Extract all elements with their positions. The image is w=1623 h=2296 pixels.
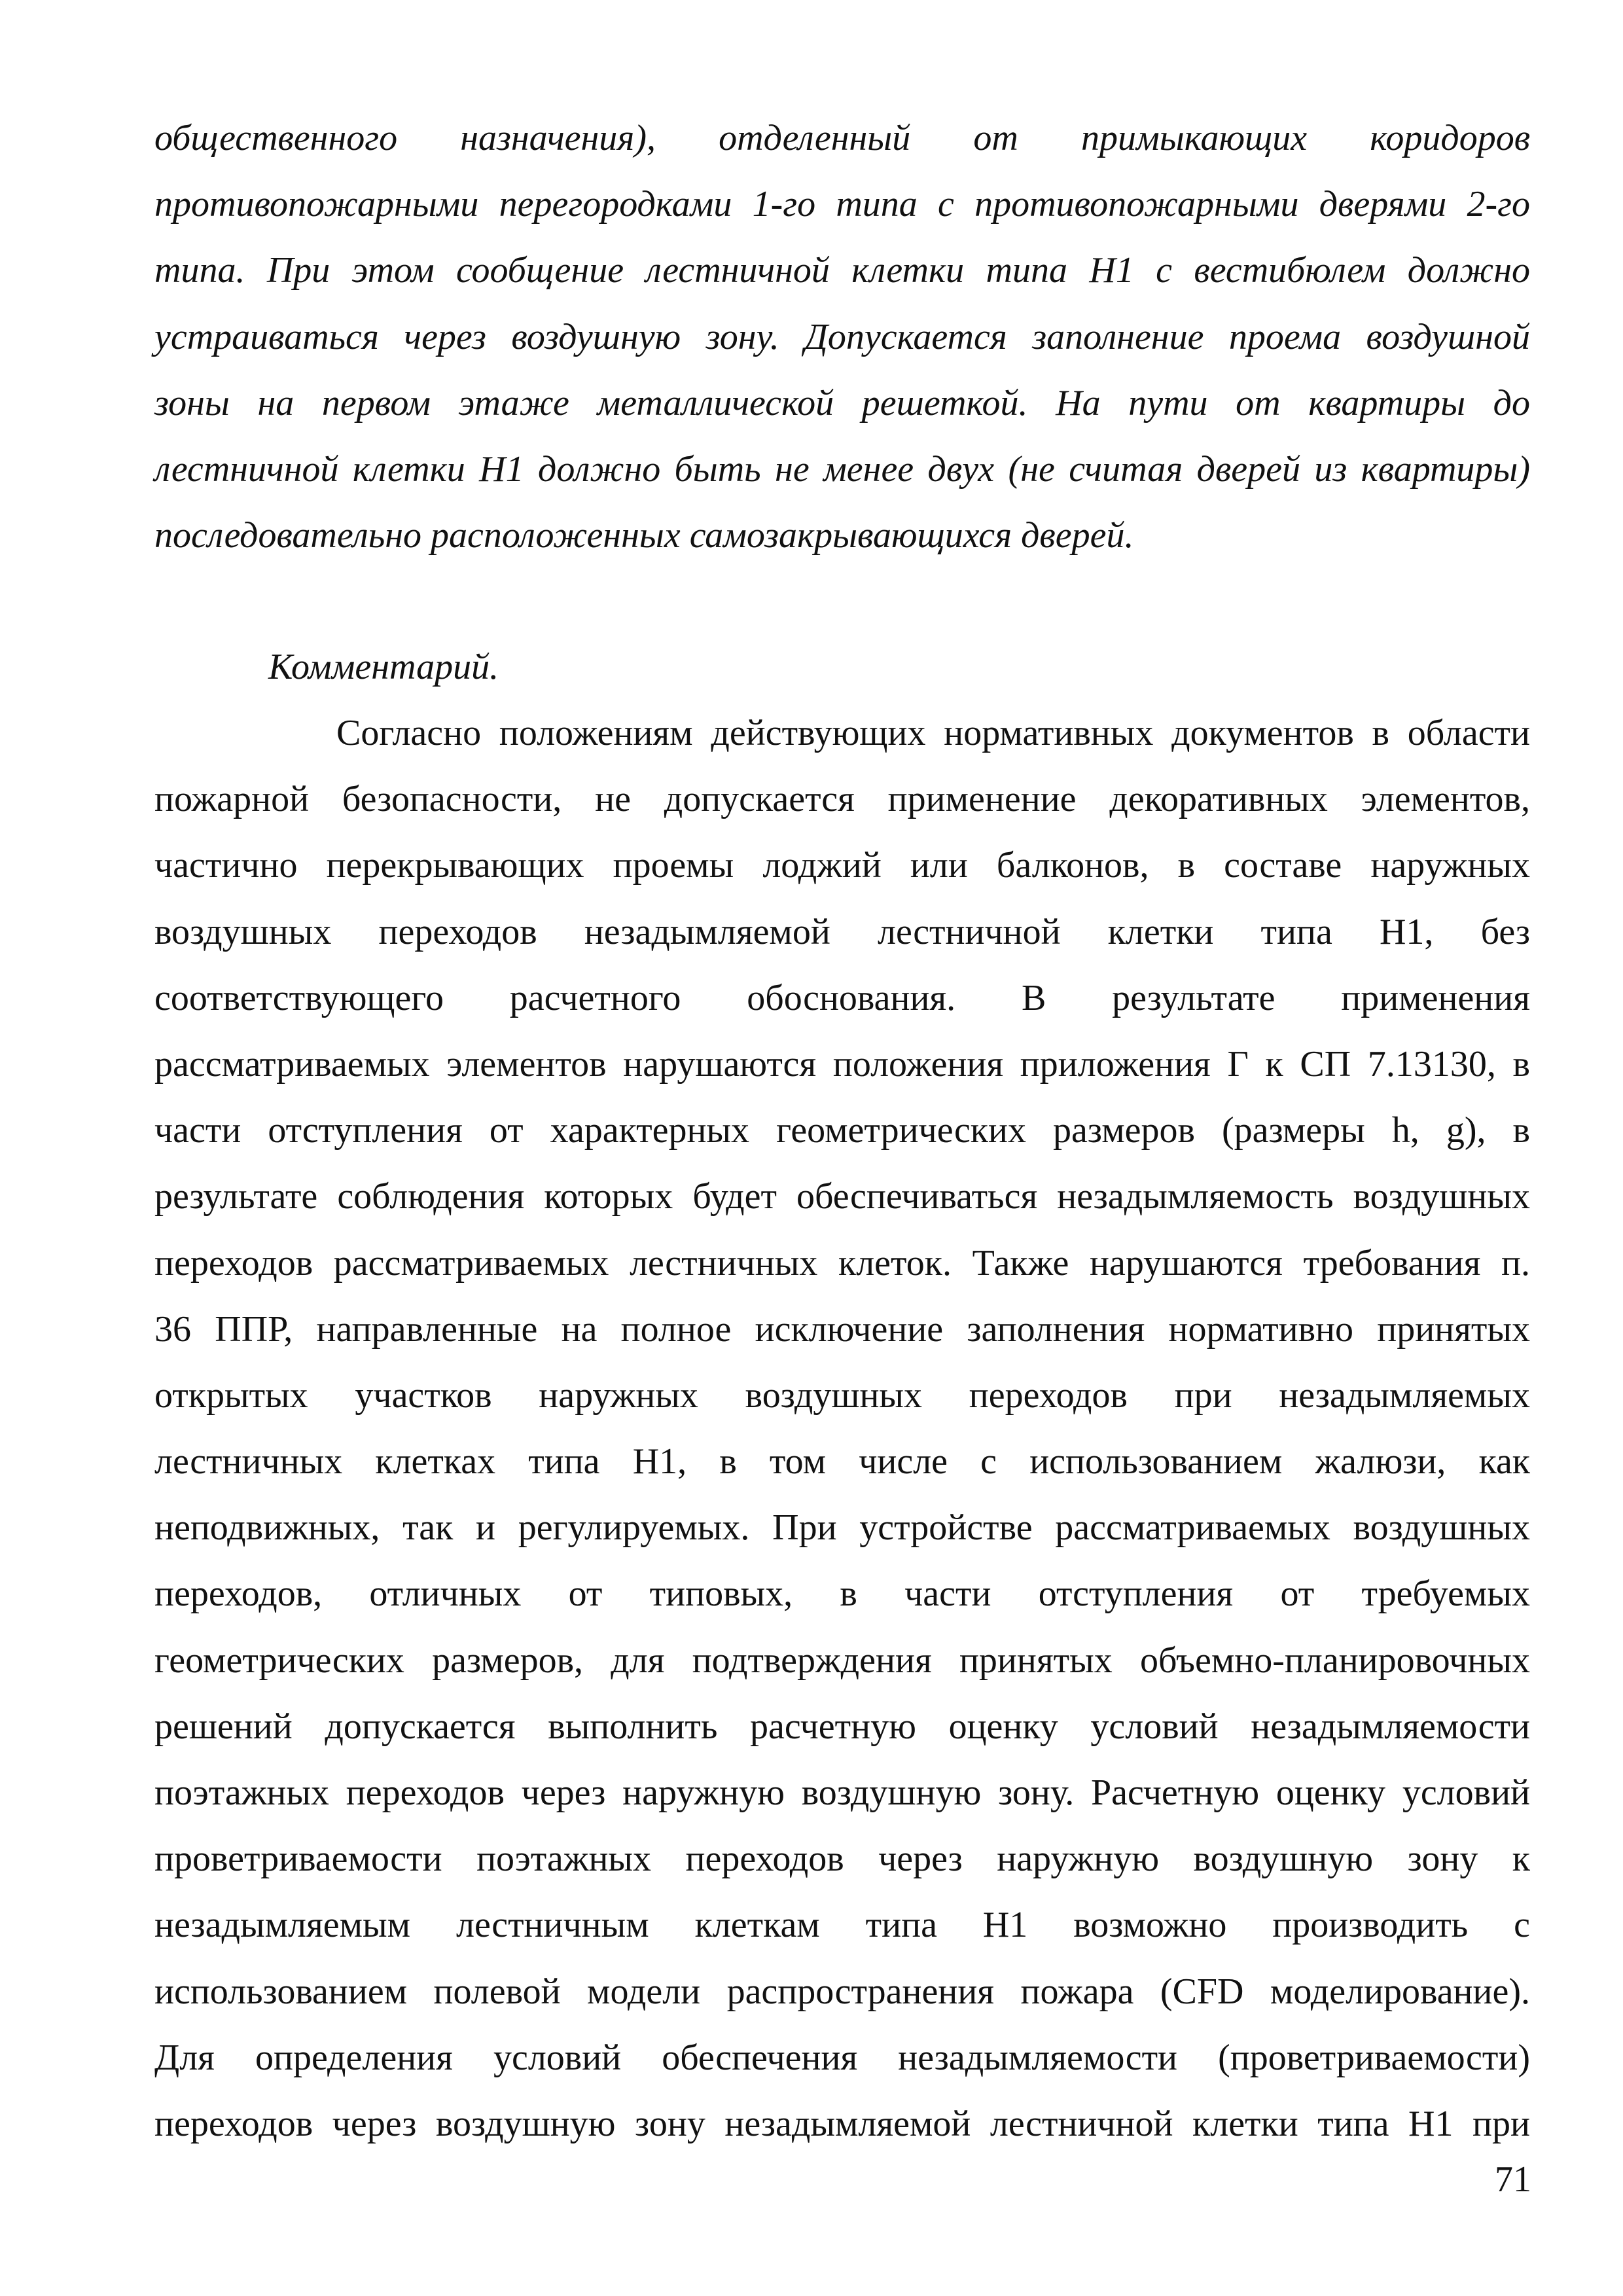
quote-line: зоны на первом этаже металлической решеткой. На пути от квартиры до <box>154 382 1530 423</box>
comment-line: незадымляемым лестничным клеткам типа Н1 возможно производить с <box>154 1905 1530 1946</box>
comment-line: частично перекрывающих проемы лоджий или балконов, в составе наружных <box>154 845 1530 886</box>
page-number: 71 <box>1495 2159 1531 2200</box>
quoted-norm-text <box>154 105 1530 569</box>
comment-line: Для определения условий обеспечения незадымляемости (проветриваемости) <box>154 2037 1530 2078</box>
comment-line: 36 ППР, направленные на полное исключение заполнения нормативно принятых <box>154 1308 1530 1350</box>
comment-line: использованием полевой модели распространения пожара (CFD моделирование). <box>154 1971 1530 2012</box>
comment-line: геометрических размеров, для подтверждения принятых объемно-планировочных <box>154 1640 1530 1681</box>
quote-line: общественного назначения), отделенный от примыкающих коридоров <box>154 118 1530 158</box>
comment-heading: Комментарий. <box>268 647 499 687</box>
comment-line: открытых участков наружных воздушных переходов при незадымляемых <box>154 1374 1530 1416</box>
comment-line: пожарной безопасности, не допускается применение декоративных элементов, <box>154 779 1530 820</box>
comment-line: части отступления от характерных геометрических размеров (размеры h, g), в <box>154 1110 1530 1151</box>
comment-line: Согласно положениям действующих нормативных документов в области <box>154 713 1530 753</box>
comment-body <box>154 700 1530 2157</box>
comment-line: переходов через воздушную зону незадымляемой лестничной клетки типа Н1 при <box>154 2103 1530 2144</box>
comment-line: результате соблюдения которых будет обеспечиваться незадымляемость воздушных <box>154 1176 1530 1217</box>
comment-line: поэтажных переходов через наружную воздушную зону. Расчетную оценку условий <box>154 1772 1530 1813</box>
comment-line: решений допускается выполнить расчетную оценку условий незадымляемости <box>154 1706 1530 1747</box>
quote-line: устраиваться через воздушную зону. Допускается заполнение проема воздушной <box>154 316 1530 357</box>
comment-line: переходов рассматриваемых лестничных клеток. Также нарушаются требования п. <box>154 1242 1530 1283</box>
quote-line: противопожарными перегородками 1-го типа с противопожарными дверями 2-го <box>154 184 1530 225</box>
comment-line: проветриваемости поэтажных переходов через наружную воздушную зону к <box>154 1839 1530 1880</box>
quote-line: типа. При этом сообщение лестничной клетки типа Н1 с вестибюлем должно <box>154 250 1530 291</box>
comment-line: лестничных клетках типа Н1, в том числе с использованием жалюзи, как <box>154 1441 1530 1482</box>
comment-line: переходов, отличных от типовых, в части отступления от требуемых <box>154 1573 1530 1615</box>
comment-line: рассматриваемых элементов нарушаются положения приложения Г к СП 7.13130, в <box>154 1043 1530 1085</box>
comment-line: неподвижных, так и регулируемых. При устройстве рассматриваемых воздушных <box>154 1507 1530 1549</box>
comment-line: воздушных переходов незадымляемой лестничной клетки типа Н1, без <box>154 911 1530 952</box>
comment-line: соответствующего расчетного обоснования. В результате применения <box>154 977 1530 1018</box>
quote-line: лестничной клетки Н1 должно быть не менее двух (не считая дверей из квартиры) <box>154 448 1530 490</box>
quote-line: последовательно расположенных самозакрывающихся дверей. <box>154 515 1134 556</box>
